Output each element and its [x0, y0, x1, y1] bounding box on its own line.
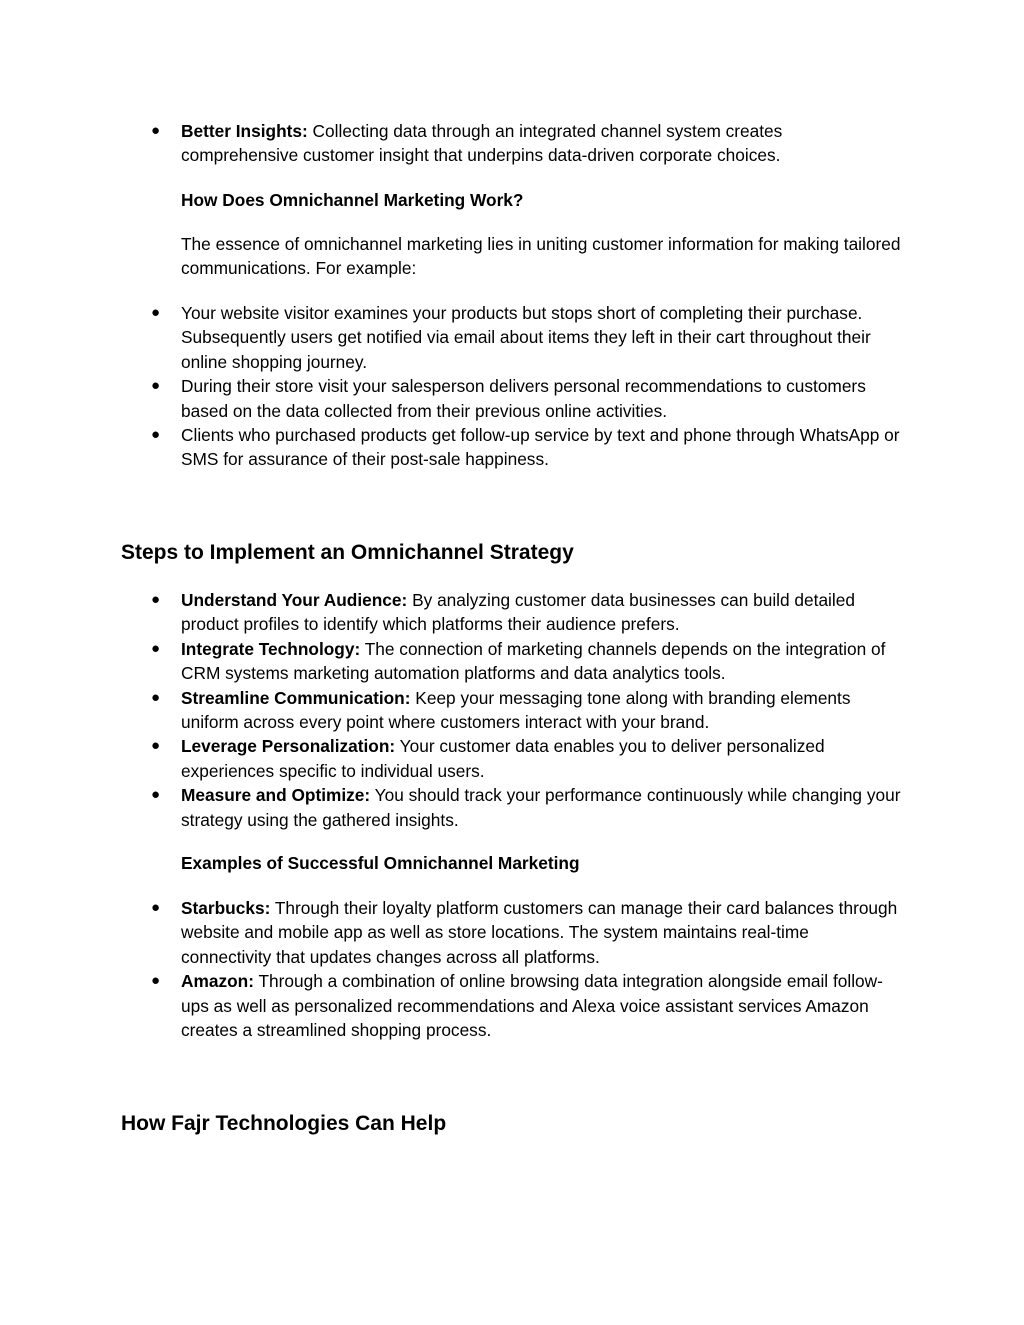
- bullet-icon: ●: [151, 591, 161, 608]
- section-subheading-how: How Does Omnichannel Marketing Work?: [181, 190, 524, 210]
- bullet-icon: ●: [151, 377, 161, 395]
- bullet-icon: ●: [151, 426, 161, 444]
- list-item-term: Better Insights:: [181, 121, 308, 141]
- list-item-term: Measure and Optimize:: [181, 785, 371, 806]
- how-paragraph: The essence of omnichannel marketing lies in uniting customer information for making tailored communications. For example:: [181, 234, 901, 279]
- list-item-text: Your customer data enables you to deliver personalized experiences specific to individual users.: [181, 736, 825, 781]
- list-item: [0, 734, 901, 783]
- list-item: [0, 423, 901, 472]
- list-item-text: Collecting data through an integrated channel system creates comprehensive customer insight that underpins data-driven corporate choices.: [181, 121, 783, 166]
- list-item-text: Clients who purchased products get follow-up service by text and phone through WhatsApp or SMS for assurance of their post-sale happiness.: [181, 425, 900, 470]
- list-item: [0, 896, 901, 969]
- bullet-icon: ●: [151, 899, 161, 916]
- list-item-term: Starbucks:: [181, 898, 271, 918]
- section-subheading-examples: Examples of Successful Omnichannel Marketing: [181, 853, 580, 873]
- bullet-icon: ●: [151, 688, 161, 706]
- list-item: [0, 969, 901, 1042]
- list-item: [0, 119, 901, 168]
- list-item: [0, 686, 901, 735]
- bullet-icon: ●: [151, 972, 161, 990]
- bullet-icon: ●: [151, 122, 161, 139]
- list-item: [0, 637, 901, 686]
- list-item: [0, 783, 901, 832]
- list-item-term: Streamline Communication:: [181, 687, 411, 708]
- bullet-icon: ●: [151, 304, 161, 321]
- list-item-text: The connection of marketing channels depends on the integration of CRM systems marketing automation platforms and data analytics tools.: [181, 638, 886, 684]
- list-item-term: Amazon:: [181, 971, 254, 992]
- list-item-text: Keep your messaging tone along with branding elements uniform across every point where customers interact with your brand.: [181, 687, 851, 733]
- examples-list: [0, 896, 1024, 1042]
- section-heading-help: How Fajr Technologies Can Help: [121, 1112, 447, 1135]
- list-item-term: Leverage Personalization:: [181, 736, 396, 757]
- list-item: [0, 374, 901, 423]
- bullet-icon: ●: [151, 786, 161, 804]
- list-item-text: By analyzing customer data businesses can build detailed product profiles to identify which platforms their audience prefers.: [181, 590, 855, 635]
- bullet-icon: ●: [151, 737, 161, 755]
- list-item-text: Through their loyalty platform customers can manage their card balances through website and mobile app as well as store locations. The system maintains real-time connectivity that updates changes across all platforms.: [181, 898, 898, 967]
- section-heading-steps: Steps to Implement an Omnichannel Strategy: [121, 541, 574, 564]
- list-item: [0, 588, 901, 637]
- list-item-text: Your website visitor examines your products but stops short of completing their purchase. Subsequently users get notified via email about items they left in their cart throughout their online shopping journey.: [181, 303, 871, 372]
- intro-list: [0, 119, 1024, 168]
- list-item-text: You should track your performance continuously while changing your strategy using the gathered insights.: [181, 785, 901, 830]
- list-item-text: During their store visit your salesperson delivers personal recommendations to customers based on the data collected from their previous online activities.: [181, 376, 866, 421]
- how-examples-list: [0, 301, 1024, 472]
- steps-list: [0, 588, 1024, 832]
- list-item-text: Through a combination of online browsing data integration alongside email follow-ups as well as personalized recommendations and Alexa voice assistant services Amazon creates a streamlined shopping process.: [181, 971, 883, 1041]
- list-item-term: Integrate Technology:: [181, 638, 361, 659]
- list-item: [0, 301, 901, 374]
- bullet-icon: ●: [151, 639, 161, 657]
- list-item-term: Understand Your Audience:: [181, 590, 408, 610]
